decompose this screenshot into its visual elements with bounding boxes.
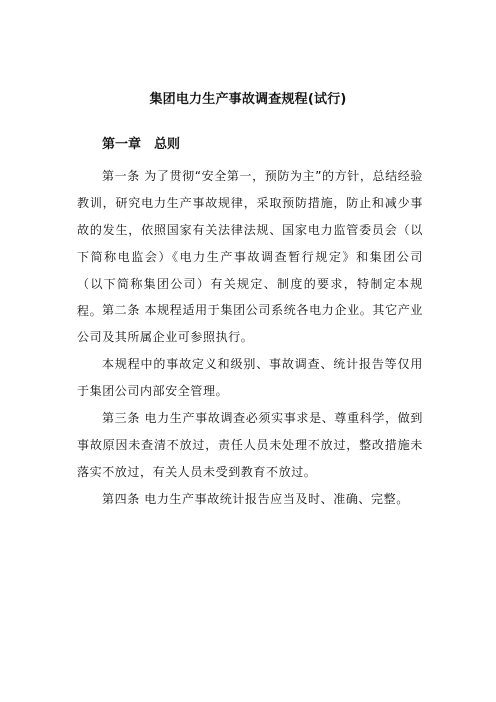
document-title: 集团电力生产事故调查规程(试行): [149, 92, 347, 107]
paragraph-article-3: 第三条 电力生产事故调查必须实事求是、尊重科学，做到事故原因未查清不放过，责任人员未处理不放过，整改措施未落实不放过，有关人员未受到教育不放过。: [77, 411, 423, 479]
paragraph-article-1: 第一条 为了贯彻“安全第一，预防为主”的方针，总结经验教训，研究电力生产事故规律，采取预防措施，防止和减少事故的发生，依照国家有关法律法规、国家电力监管委员会（以下简称电监会）《电力生产事故调查暂行规定》和集团公司（以下简称集团公司）有关规定、制度的要求，特制定本规程。: [77, 169, 423, 318]
paragraph-article-2: 第二条 本规程适用于集团公司系统各电力企业。其它产业公司及其所属企业可参照执行。: [77, 303, 423, 344]
paragraph-scope-note: 本规程中的事故定义和级别、事故调查、统计报告等仅用于集团公司内部安全管理。: [77, 357, 423, 398]
chapter-heading: 第一章 总则: [102, 137, 181, 152]
paragraph-article-4: 第四条 电力生产事故统计报告应当及时、准确、完整。: [102, 492, 409, 506]
